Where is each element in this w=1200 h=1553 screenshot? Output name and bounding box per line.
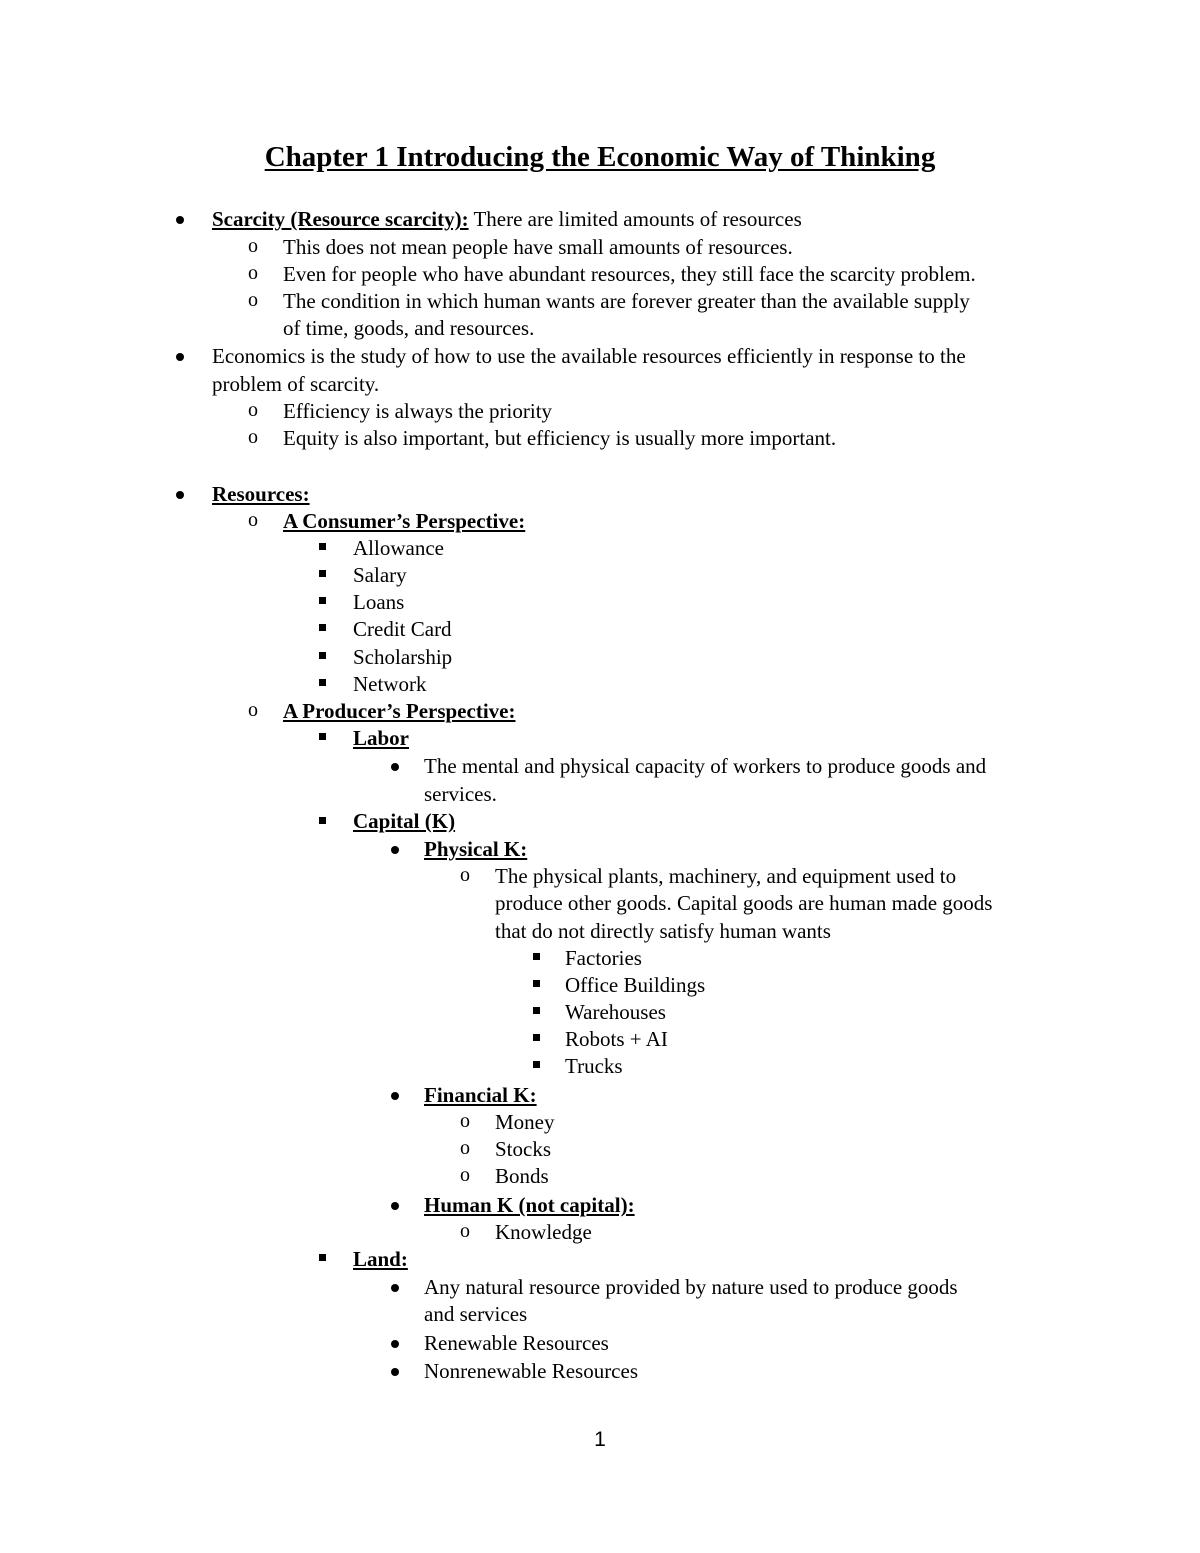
bullet-dot	[391, 1368, 399, 1376]
bullet-square	[319, 624, 326, 631]
labor-desc-line1: The mental and physical capacity of workers to produce goods and	[424, 754, 987, 778]
consumer-label: A Consumer’s Perspective:	[283, 509, 526, 533]
bullet-circle: o	[248, 426, 258, 448]
economics-line1: Economics is the study of how to use the available resources efficiently in response to the	[212, 344, 966, 368]
scarcity-text: There are limited amounts of resources	[468, 207, 802, 231]
capital-label: Capital (K)	[353, 809, 456, 833]
physical-desc-line3: that do not directly satisfy human wants	[495, 919, 831, 943]
bullet-circle: o	[460, 1164, 470, 1186]
bullet-square	[533, 980, 540, 987]
bullet-square	[533, 1034, 540, 1041]
bullet-dot	[391, 1340, 399, 1348]
scarcity-item	[212, 206, 802, 233]
human-item: Knowledge	[495, 1220, 592, 1244]
financial-item: Stocks	[495, 1137, 552, 1161]
consumer-item: Allowance	[353, 536, 444, 560]
consumer-item: Scholarship	[353, 645, 453, 669]
bullet-circle: o	[460, 1220, 470, 1242]
bullet-dot	[391, 763, 399, 771]
physical-item: Office Buildings	[565, 973, 706, 997]
bullet-square	[533, 1061, 540, 1068]
land-desc-line2: and services	[424, 1302, 528, 1326]
bullet-square	[319, 1254, 326, 1261]
physical-desc-line1: The physical plants, machinery, and equipment used to	[495, 864, 957, 888]
physical-desc-line2: produce other goods. Capital goods are human made goods	[495, 891, 993, 915]
bullet-square	[319, 570, 326, 577]
bullet-circle: o	[248, 235, 258, 257]
page-title: Chapter 1 Introducing the Economic Way of Thinking	[264, 141, 936, 173]
scarcity-sub1: This does not mean people have small amounts of resources.	[283, 235, 793, 259]
consumer-item: Loans	[353, 590, 405, 614]
bullet-square	[319, 817, 326, 824]
scarcity-label: Scarcity (Resource scarcity):	[212, 207, 469, 231]
bullet-dot	[176, 353, 184, 361]
land-item: Nonrenewable Resources	[424, 1359, 638, 1383]
scarcity-sub3-line1: The condition in which human wants are forever greater than the available supply	[283, 289, 970, 313]
bullet-dot	[176, 216, 184, 224]
bullet-circle: o	[460, 864, 470, 886]
labor-desc-line2: services.	[424, 782, 497, 806]
consumer-item: Network	[353, 672, 427, 696]
bullet-circle: o	[248, 699, 258, 721]
financial-k-label: Financial K:	[424, 1083, 537, 1107]
bullet-circle: o	[248, 289, 258, 311]
bullet-dot	[391, 1284, 399, 1292]
land-label: Land:	[353, 1247, 408, 1271]
economics-line2: problem of scarcity.	[212, 372, 380, 396]
bullet-circle: o	[460, 1110, 470, 1132]
labor-label: Labor	[353, 726, 410, 750]
financial-item: Money	[495, 1110, 555, 1134]
producer-label: A Producer’s Perspective:	[283, 699, 516, 723]
scarcity-sub3-line2: of time, goods, and resources.	[283, 316, 535, 340]
economics-sub1: Efficiency is always the priority	[283, 399, 553, 423]
physical-item: Warehouses	[565, 1000, 666, 1024]
physical-item: Trucks	[565, 1054, 623, 1078]
bullet-dot	[391, 1202, 399, 1210]
physical-item: Robots + AI	[565, 1027, 668, 1051]
bullet-circle: o	[248, 509, 258, 531]
bullet-square	[533, 1007, 540, 1014]
physical-k-label: Physical K:	[424, 837, 528, 861]
land-desc-line1: Any natural resource provided by nature used to produce goods	[424, 1275, 958, 1299]
resources-label: Resources:	[212, 482, 310, 506]
scarcity-sub2: Even for people who have abundant resources, they still face the scarcity problem.	[283, 262, 976, 286]
human-k-label: Human K (not capital):	[424, 1193, 635, 1217]
bullet-circle: o	[460, 1137, 470, 1159]
physical-item: Factories	[565, 946, 642, 970]
bullet-square	[319, 733, 326, 740]
bullet-dot	[391, 1092, 399, 1100]
bullet-square	[319, 679, 326, 686]
bullet-dot	[176, 491, 184, 499]
bullet-dot	[391, 846, 399, 854]
bullet-circle: o	[248, 262, 258, 284]
page-number: 1	[594, 1428, 606, 1451]
land-item: Renewable Resources	[424, 1331, 609, 1355]
bullet-square	[319, 543, 326, 550]
consumer-item: Credit Card	[353, 617, 452, 641]
economics-sub2: Equity is also important, but efficiency is usually more important.	[283, 426, 837, 450]
bullet-square	[533, 953, 540, 960]
bullet-circle: o	[248, 399, 258, 421]
financial-item: Bonds	[495, 1164, 549, 1188]
bullet-square	[319, 652, 326, 659]
bullet-square	[319, 597, 326, 604]
consumer-item: Salary	[353, 563, 407, 587]
